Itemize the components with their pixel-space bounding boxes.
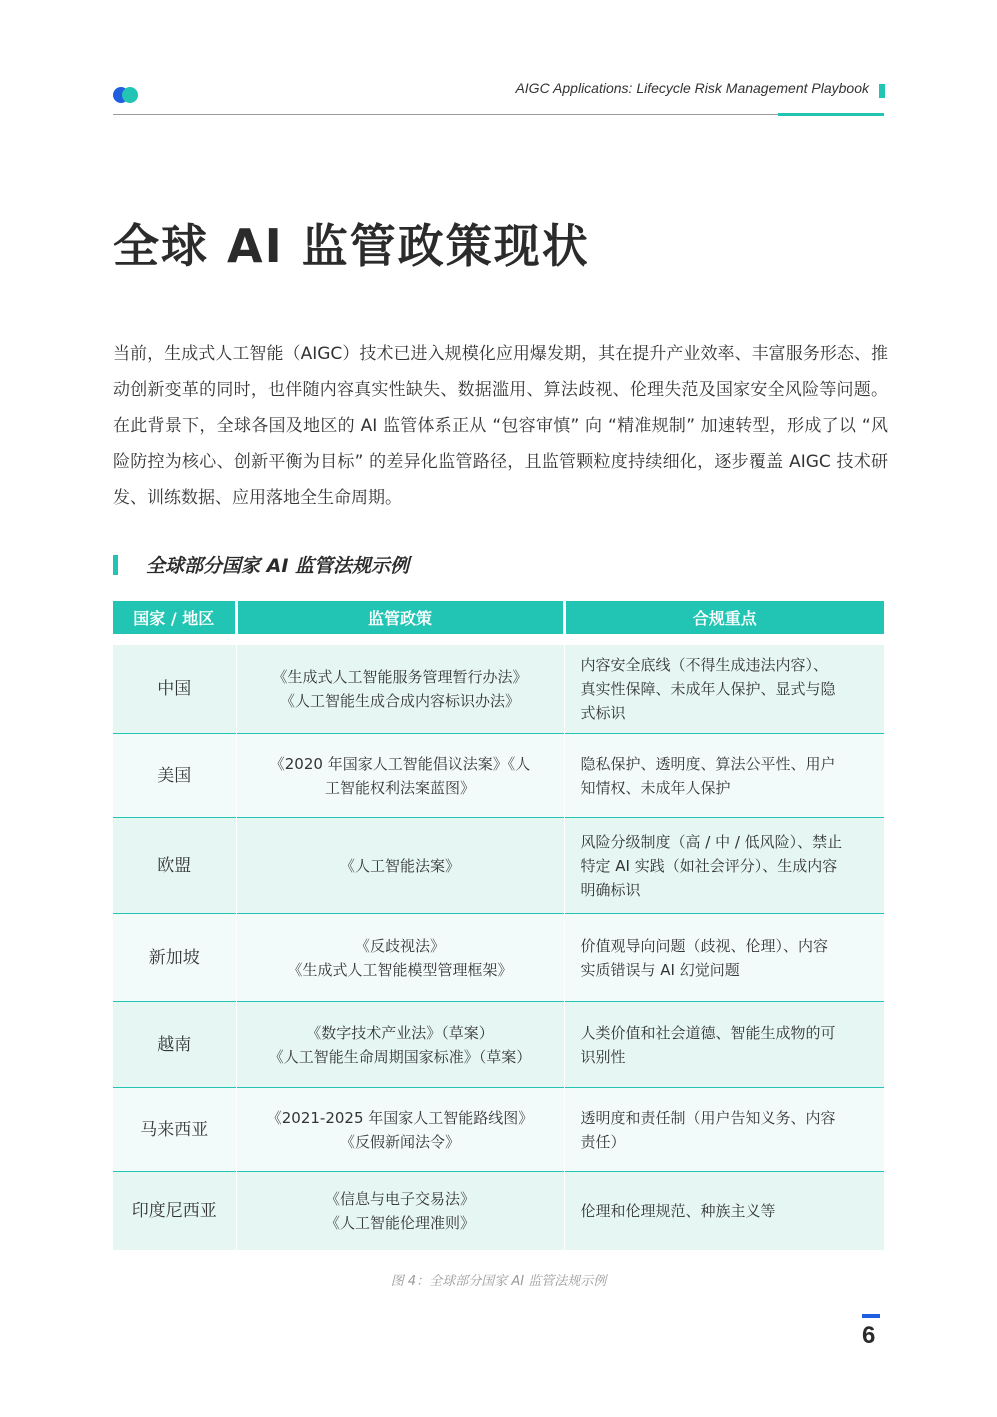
section-title: 全球部分国家 AI 监管法规示例	[146, 555, 410, 577]
cell-policy	[236, 1088, 564, 1172]
cell-focus	[564, 818, 884, 914]
header-focus: 合规重点	[564, 601, 884, 640]
policy-line: 《反歧视法》	[354, 936, 445, 955]
table-header-row	[113, 601, 884, 640]
focus-line: 特定 AI 实践（如社会评分）、生成内容	[580, 856, 838, 875]
cell-policy	[236, 734, 564, 818]
policy-line: 《人工智能法案》	[339, 856, 460, 875]
cell-country: 欧盟	[113, 818, 236, 914]
policy-line: 《2021-2025 年国家人工智能路线图》	[266, 1108, 534, 1127]
cell-policy	[236, 818, 564, 914]
focus-line: 透明度和责任制（用户告知义务、内容	[580, 1108, 836, 1127]
focus-line: 识别性	[580, 1047, 626, 1066]
focus-line: 真实性保障、未成年人保护、显式与隐	[580, 680, 836, 698]
focus-line: 内容安全底线（不得生成违法内容）、	[580, 656, 829, 674]
cell-country: 中国	[113, 640, 236, 734]
policy-line: 工智能权利法案蓝图》	[324, 778, 475, 797]
logo-circle-teal	[122, 87, 138, 103]
intro-paragraph: 当前，生成式人工智能（AIGC）技术已进入规模化应用爆发期，其在提升产业效率、丰富服务形态、推动创新变革的同时，也伴随内容真实性缺失、数据滥用、算法歧视、伦理失范及国家安全风险等问题。在此背景下，全球各国及地区的 AI 监管体系正从 “包容审慎” 向 “精准规制” 加速转型，形成了以 “风险防控为核心、创新平衡为目标” 的差异化监管路径，且监管颗粒度持续细化，逐步覆盖 AIGC 技术研发、训练数据、应用落地全生命周期。	[113, 344, 888, 508]
page-number-accent	[862, 1314, 880, 1318]
focus-line: 式标识	[580, 704, 626, 722]
logo-mark	[113, 86, 139, 104]
cell-focus	[564, 914, 884, 1002]
header-divider	[113, 114, 884, 115]
running-header-title: AIGC Applications: Lifecycle Risk Management Playbook	[515, 80, 869, 96]
focus-line: 价值观导向问题（歧视、伦理）、内容	[580, 936, 829, 955]
regulation-table	[113, 601, 884, 1250]
cell-focus	[564, 1172, 884, 1250]
cell-focus	[564, 640, 884, 734]
focus-line: 隐私保护、透明度、算法公平性、用户	[580, 754, 836, 773]
table-row	[113, 1002, 884, 1088]
policy-line: 《反假新闻法令》	[339, 1132, 460, 1151]
cell-focus	[564, 734, 884, 818]
focus-line: 风险分级制度（高 / 中 / 低风险）、禁止	[580, 832, 843, 851]
focus-line: 实质错误与 AI 幻觉问题	[580, 960, 740, 979]
page-number: 6	[862, 1322, 876, 1349]
focus-line: 知情权、未成年人保护	[580, 778, 731, 797]
policy-line: 《生成式人工智能服务管理暂行办法》	[272, 668, 528, 686]
table-row	[113, 914, 884, 1002]
page-title: 全球 AI 监管政策现状	[113, 219, 590, 273]
focus-line: 明确标识	[580, 880, 641, 899]
cell-policy	[236, 914, 564, 1002]
header-accent-mark	[879, 84, 885, 98]
cell-country: 印度尼西亚	[113, 1172, 236, 1250]
policy-line: 《人工智能生成合成内容标识办法》	[279, 692, 520, 710]
policy-line: 《人工智能伦理准则》	[324, 1213, 475, 1232]
header-divider-accent	[778, 113, 884, 116]
policy-line: 《生成式人工智能模型管理框架》	[287, 960, 513, 979]
focus-line: 责任）	[580, 1132, 626, 1151]
cell-policy	[236, 1002, 564, 1088]
focus-line: 人类价值和社会道德、智能生成物的可	[580, 1023, 836, 1042]
table-row	[113, 1172, 884, 1250]
focus-line: 伦理和伦理规范、种族主义等	[580, 1201, 776, 1220]
table-row	[113, 640, 884, 734]
header-policy: 监管政策	[236, 601, 564, 640]
table-row	[113, 734, 884, 818]
cell-focus	[564, 1002, 884, 1088]
cell-policy	[236, 640, 564, 734]
table-row	[113, 1088, 884, 1172]
section-accent-bar	[113, 555, 118, 575]
cell-country: 马来西亚	[113, 1088, 236, 1172]
policy-line: 《2020 年国家人工智能倡议法案》《人	[269, 754, 531, 773]
figure-caption: 图 4：全球部分国家 AI 监管法规示例	[390, 1274, 607, 1289]
table-row	[113, 818, 884, 914]
policy-line: 《数字技术产业法》（草案）	[306, 1023, 494, 1042]
cell-policy	[236, 1172, 564, 1250]
cell-focus	[564, 1088, 884, 1172]
cell-country: 越南	[113, 1002, 236, 1088]
cell-country: 新加坡	[113, 914, 236, 1002]
policy-line: 《人工智能生命周期国家标准》（草案）	[268, 1047, 532, 1066]
header-country: 国家 / 地区	[113, 601, 236, 640]
cell-country: 美国	[113, 734, 236, 818]
policy-line: 《信息与电子交易法》	[324, 1189, 475, 1208]
